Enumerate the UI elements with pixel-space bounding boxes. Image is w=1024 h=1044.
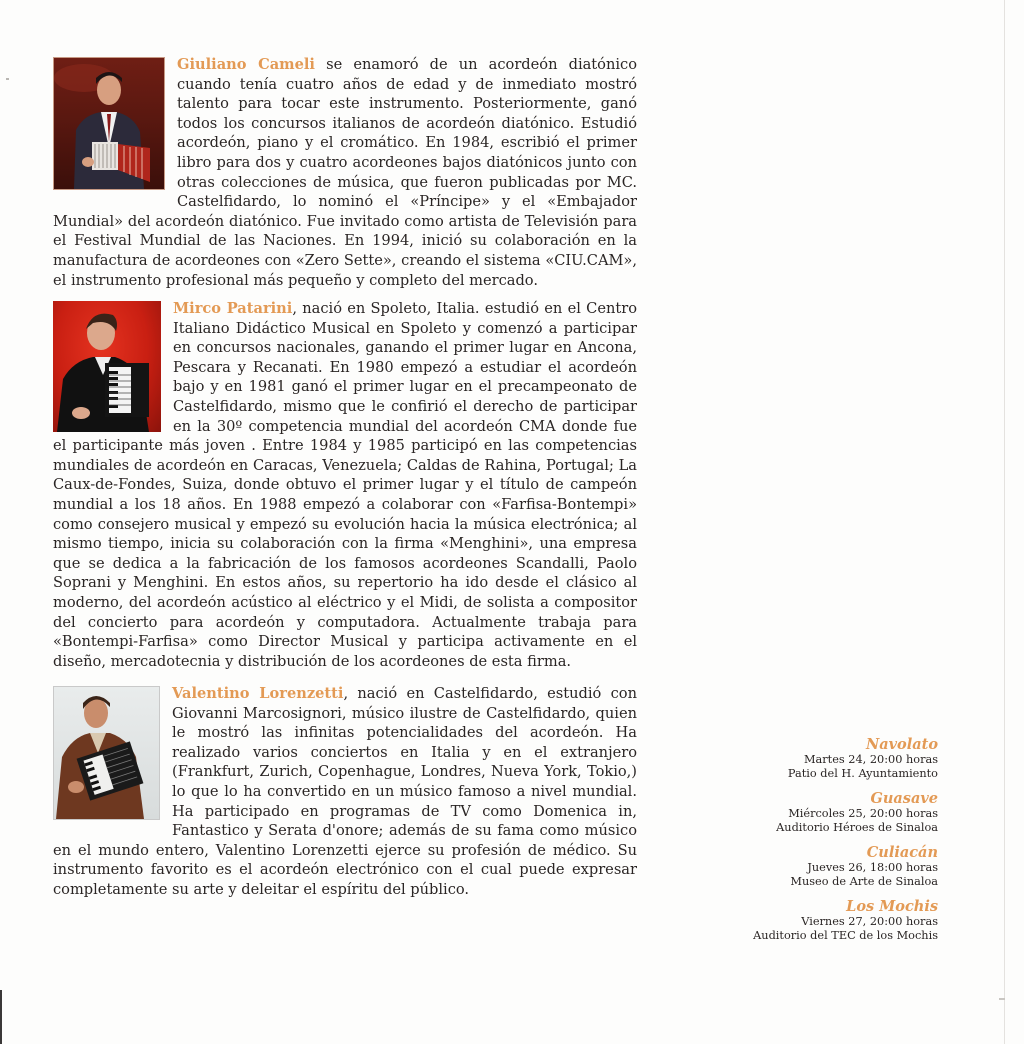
venue-los-mochis: [740, 898, 938, 943]
photo-mirco-patarini: [53, 301, 161, 432]
venue-navolato: [740, 736, 938, 781]
binding-mark: [0, 990, 2, 1044]
venue-datetime: Jueves 26, 18:00 horas: [807, 861, 938, 874]
venue-location: Museo de Arte de Sinaloa: [790, 875, 938, 888]
bio-text: , nació en Castelfidardo, estudió con Giovanni Marcosignori, músico ilustre de Castelfidardo, quien le mostró las infinitas potencialidades del acordeón. Ha realizado varios conciertos en Italia y en el extranjero (Frankfurt, Zurich, Copenhague, Londres, Nueva York, Tokio,) lo que lo ha convertido en un músico famoso a nivel mundial. Ha participado en programas de TV como Domenica in, Fantastico y Serata d'onore; además de su fama como músico en el mundo entero, Valentino Lorenzetti ejerce su profesión de médico. Su instrumento favorito es el acordeón electrónico con el cual puede expresar completamente su arte y deleitar el espíritu del público.: [53, 685, 637, 898]
portrait-image: [53, 301, 161, 432]
portrait-image: [54, 58, 164, 189]
venue-city: Guasave: [870, 790, 938, 807]
bio-name: Mirco Patarini: [173, 300, 293, 317]
bio-giuliano-cameli: [53, 55, 637, 290]
bio-text: , nació en Spoleto, Italia. estudió en el Centro Italiano Didáctico Musical en Spoleto y comenzó a participar en concursos nacionales, ganando el primer lugar en Ancona, Pescara y Recanati. En 1980 empezó a estudiar el acordeón bajo y en 1981 ganó el primer lugar en el precampeonato de Castelfidardo, mismo que le confirió el derecho de participar en la 30º competencia mundial del acordeón CMA donde fue el participante más joven . Entre 1984 y 1985 participó en las competencias mundiales de acordeón en Caracas, Venezuela; Caldas de Rahina, Portugal; La Caux-de-Fondes, Suiza, donde obtuvo el primer lugar y el título de campeón mundial a los 18 años. En 1988 empezó a colaborar con «Farfisa-Bontempi» como consejero musical y empezó su evolución hacia la música electrónica; al mismo tiempo, inicia su colaboración con la firma «Menghini», una empresa que se dedica a la fabricación de los famosos acordeones Scandalli, Paolo Soprani y Menghini. En estos años, su repertorio ha ido desde el clásico al moderno, del acordeón acústico al eléctrico y el Midi, de solista a compositor del concierto para acordeón y computadora. Actualmente trabaja para «Bontempi-Farfisa» como Director Musical y participa activamente en el diseño, mercadotecnia y distribución de los acordeones de esta firma.: [53, 300, 637, 670]
venue-location: Auditorio Héroes de Sinaloa: [776, 821, 938, 834]
portrait-image: [54, 687, 159, 819]
bio-mirco-patarini: [53, 299, 637, 671]
bio-name: Valentino Lorenzetti: [172, 685, 344, 702]
venue-culiacan: [740, 844, 938, 889]
venue-city: Culiacán: [866, 844, 938, 861]
concert-schedule: [740, 736, 938, 952]
venue-guasave: [740, 790, 938, 835]
page-edge: [1004, 0, 1005, 1044]
venue-city: Los Mochis: [846, 898, 938, 915]
venue-location: Auditorio del TEC de los Mochis: [753, 929, 938, 942]
venue-location: Patio del H. Ayuntamiento: [787, 767, 938, 780]
paper-speck: [6, 78, 9, 80]
paper-speck: [999, 998, 1005, 1000]
venue-datetime: Martes 24, 20:00 horas: [803, 753, 938, 766]
venue-city: Navolato: [865, 736, 938, 753]
venue-datetime: Miércoles 25, 20:00 horas: [788, 807, 938, 820]
bio-text: se enamoró de un acordeón diatónico cuando tenía cuatro años de edad y de inmediato mostró talento para tocar este instrumento. Posteriormente, ganó todos los concursos italianos de acordeón diatónico. Estudió acordeón, piano y el cromático. En 1984, escribió el primer libro para dos y cuatro acordeones bajos diatónicos junto con otras colecciones de música, que fueron publicadas por MC. Castelfidardo, lo nominó el «Príncipe» y el «Embajador Mundial» del acordeón diatónico. Fue invitado como artista de Televisión para el Festival Mundial de las Naciones. En 1994, inició su colaboración en la manufactura de acordeones con «Zero Sette», creando el sistema «CIU.CAM», el instrumento profesional más pequeño y completo del mercado.: [53, 56, 637, 289]
venue-datetime: Viernes 27, 20:00 horas: [801, 915, 938, 928]
bio-valentino-lorenzetti: [53, 684, 637, 900]
bio-name: Giuliano Cameli: [177, 56, 315, 73]
photo-valentino-lorenzetti: [53, 686, 160, 820]
photo-giuliano-cameli: [53, 57, 165, 190]
